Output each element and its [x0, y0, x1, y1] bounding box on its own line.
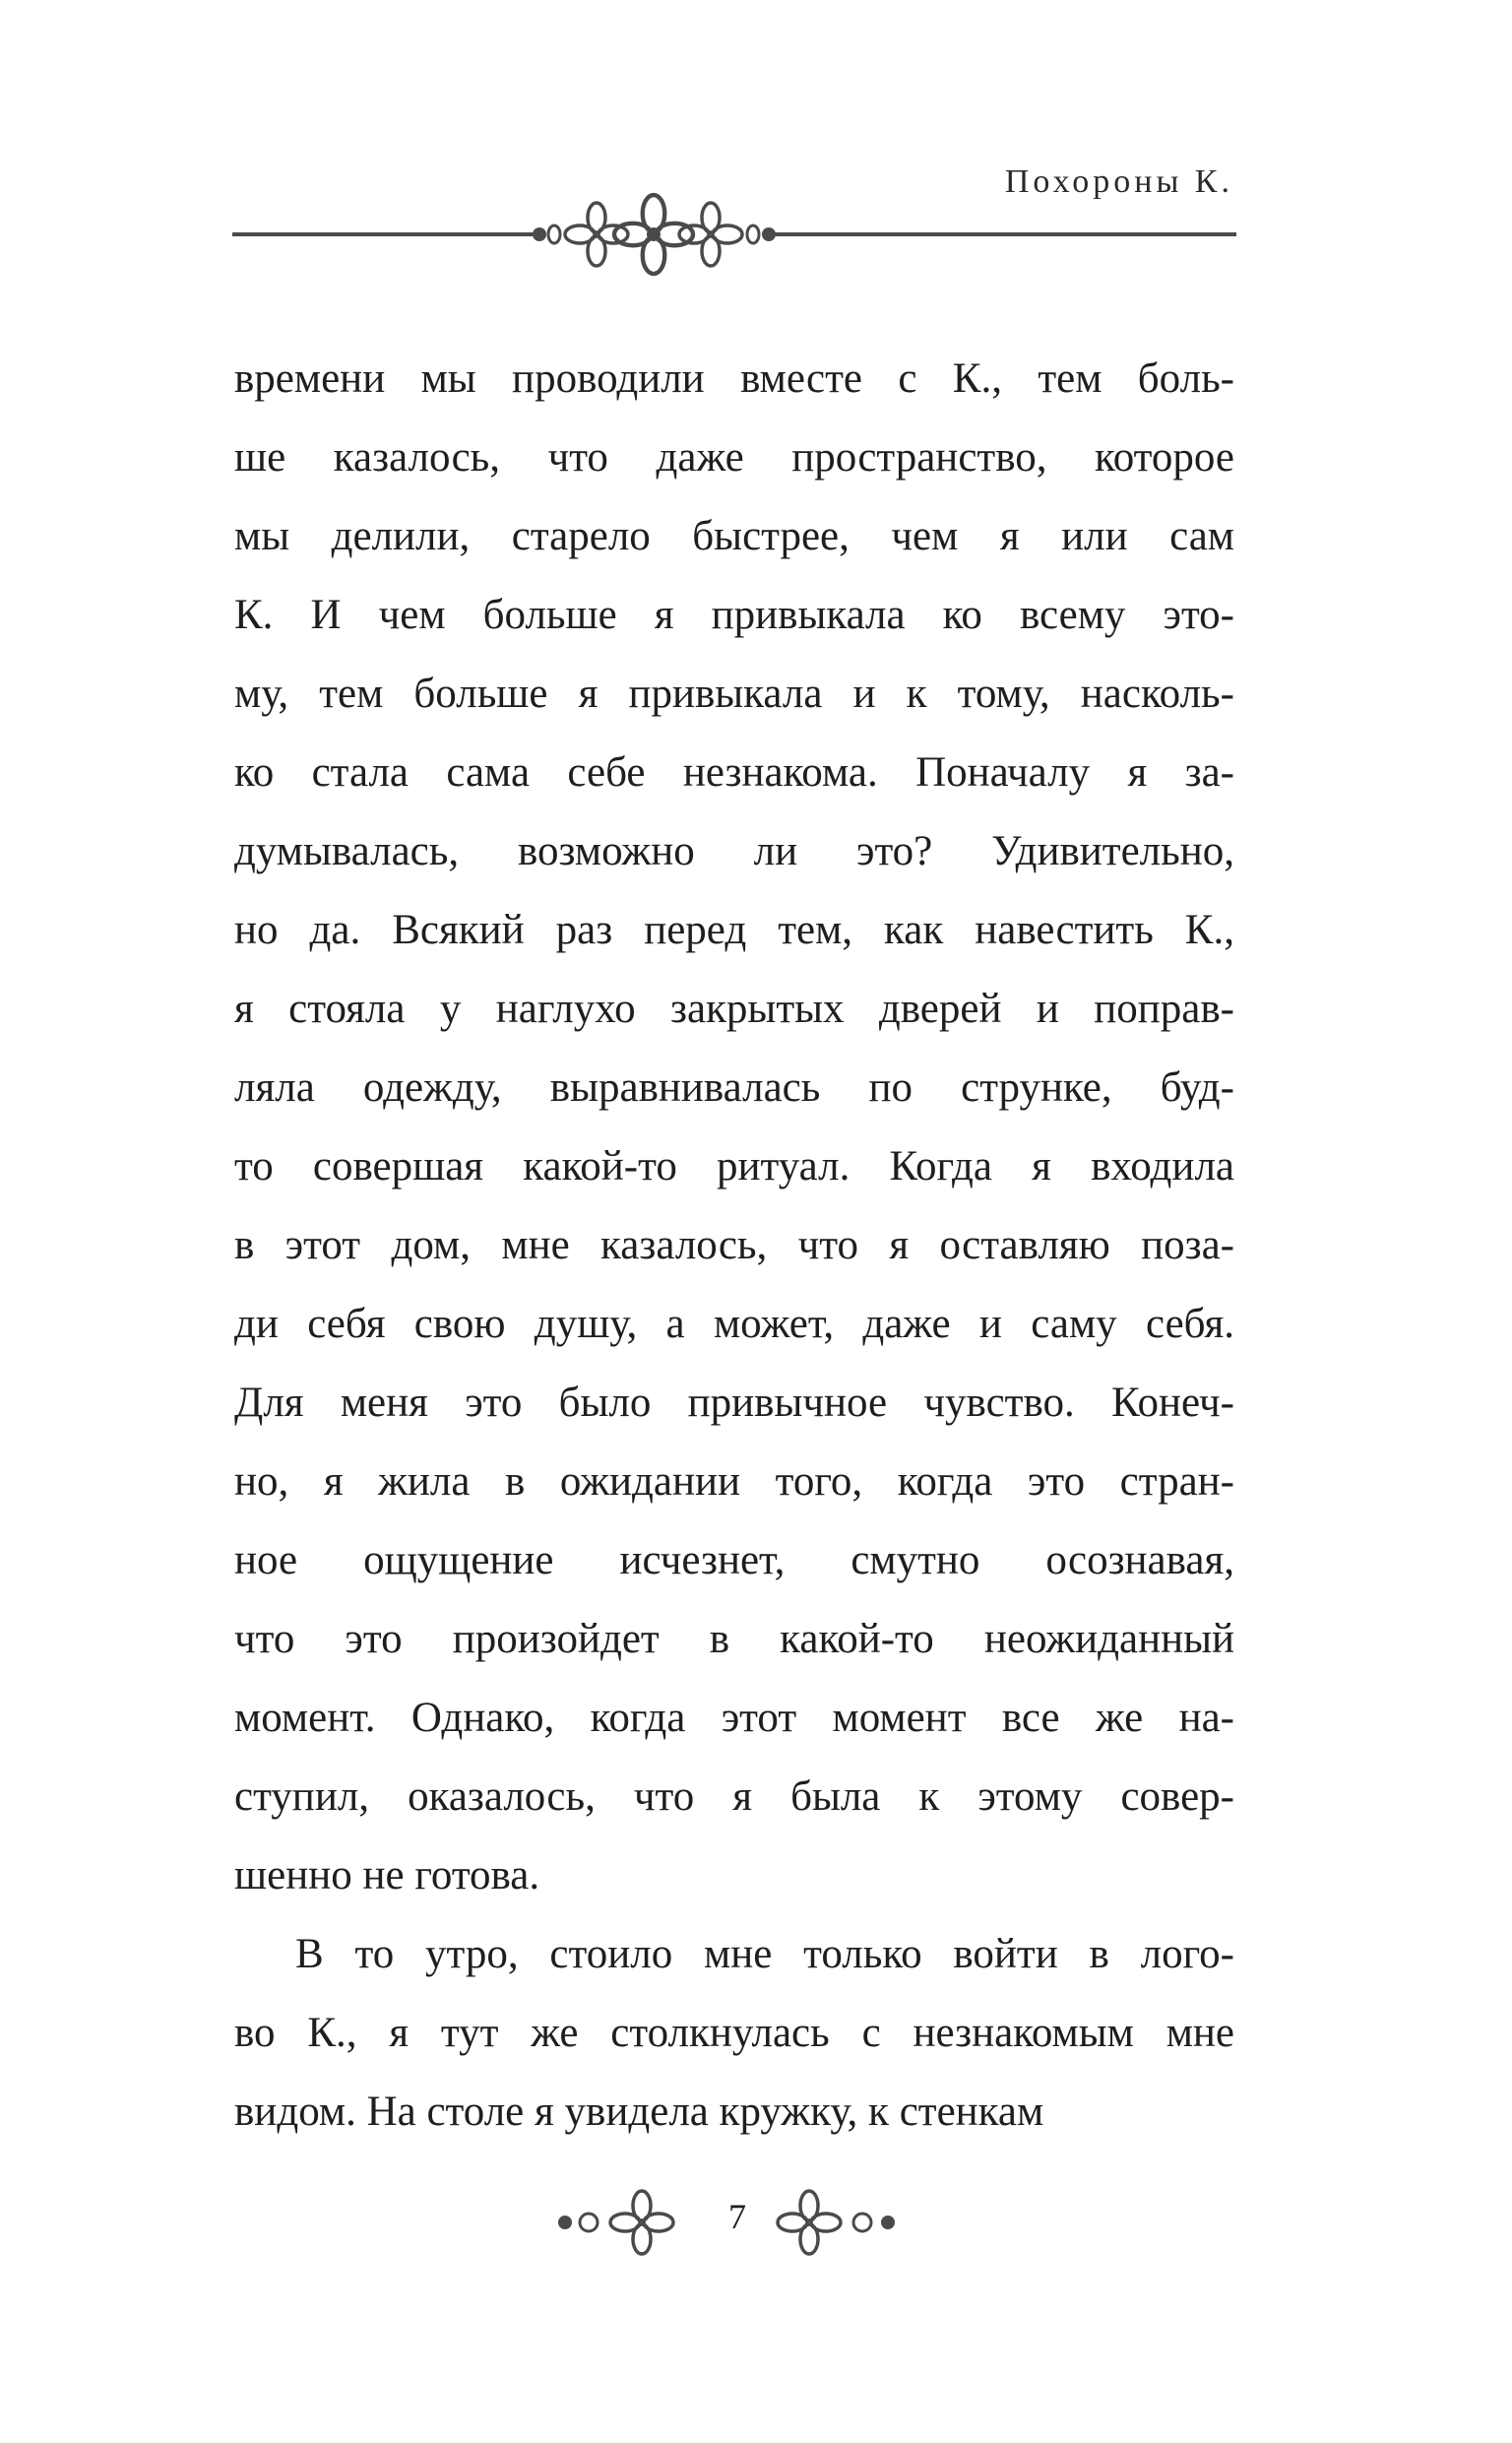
- paragraph-1: [234, 340, 1234, 1915]
- text-line: момент. Однако, когда этот момент все же на-: [234, 1695, 1234, 1741]
- text-line: думывалась, возможно ли это? Удивительно,: [234, 828, 1234, 874]
- paragraph-2: [234, 1915, 1234, 2152]
- text-line: но да. Всякий раз перед тем, как навестить К.,: [234, 907, 1234, 953]
- body-text: [234, 340, 1234, 2152]
- text-line: К. И чем больше я привыкала ко всему это-: [234, 592, 1234, 638]
- text-line: времени мы проводили вместе с К., тем боль-: [234, 355, 1234, 402]
- text-line: я стояла у наглухо закрытых дверей и поправ-: [234, 986, 1234, 1032]
- text-line: Для меня это было привычное чувство. Конеч-: [234, 1380, 1234, 1426]
- text-line: что это произойдет в какой-то неожиданный: [234, 1616, 1234, 1662]
- text-line: му, тем больше я привыкала и к тому, насколь-: [234, 671, 1234, 717]
- text-line: ди себя свою душу, а может, даже и саму себя.: [234, 1301, 1234, 1347]
- text-line: ко стала сама себе незнакома. Поначалу я за-: [234, 749, 1234, 796]
- text-line: ное ощущение исчезнет, смутно осознавая,: [234, 1537, 1234, 1583]
- text-line: в этот дом, мне казалось, что я оставляю поза-: [234, 1222, 1234, 1268]
- text-line: но, я жила в ожидании того, когда это стран-: [234, 1458, 1234, 1505]
- text-line: во К., я тут же столкнулась с незнакомым мне: [234, 2010, 1234, 2056]
- text-line: ступил, оказалось, что я была к этому совер-: [234, 1773, 1234, 1820]
- text-line: ляла одежду, выравнивалась по струнке, буд-: [234, 1064, 1234, 1111]
- footer-ornament: [551, 2181, 965, 2270]
- text-line: В то утро, стоило мне только войти в лого-: [295, 1931, 1234, 1977]
- header-ornament-divider: [232, 192, 1236, 281]
- text-line: ше казалось, что даже пространство, которое: [234, 434, 1234, 481]
- text-line: шенно не готова.: [234, 1852, 540, 1898]
- text-line: мы делили, старело быстрее, чем я или сам: [234, 513, 1234, 559]
- running-head: Похороны К.: [1004, 163, 1233, 200]
- text-line: то совершая какой-то ритуал. Когда я входила: [234, 1143, 1234, 1189]
- text-line: видом. На столе я увидела кружку, к стенкам: [234, 2089, 1044, 2135]
- page-number: 7: [728, 2197, 746, 2236]
